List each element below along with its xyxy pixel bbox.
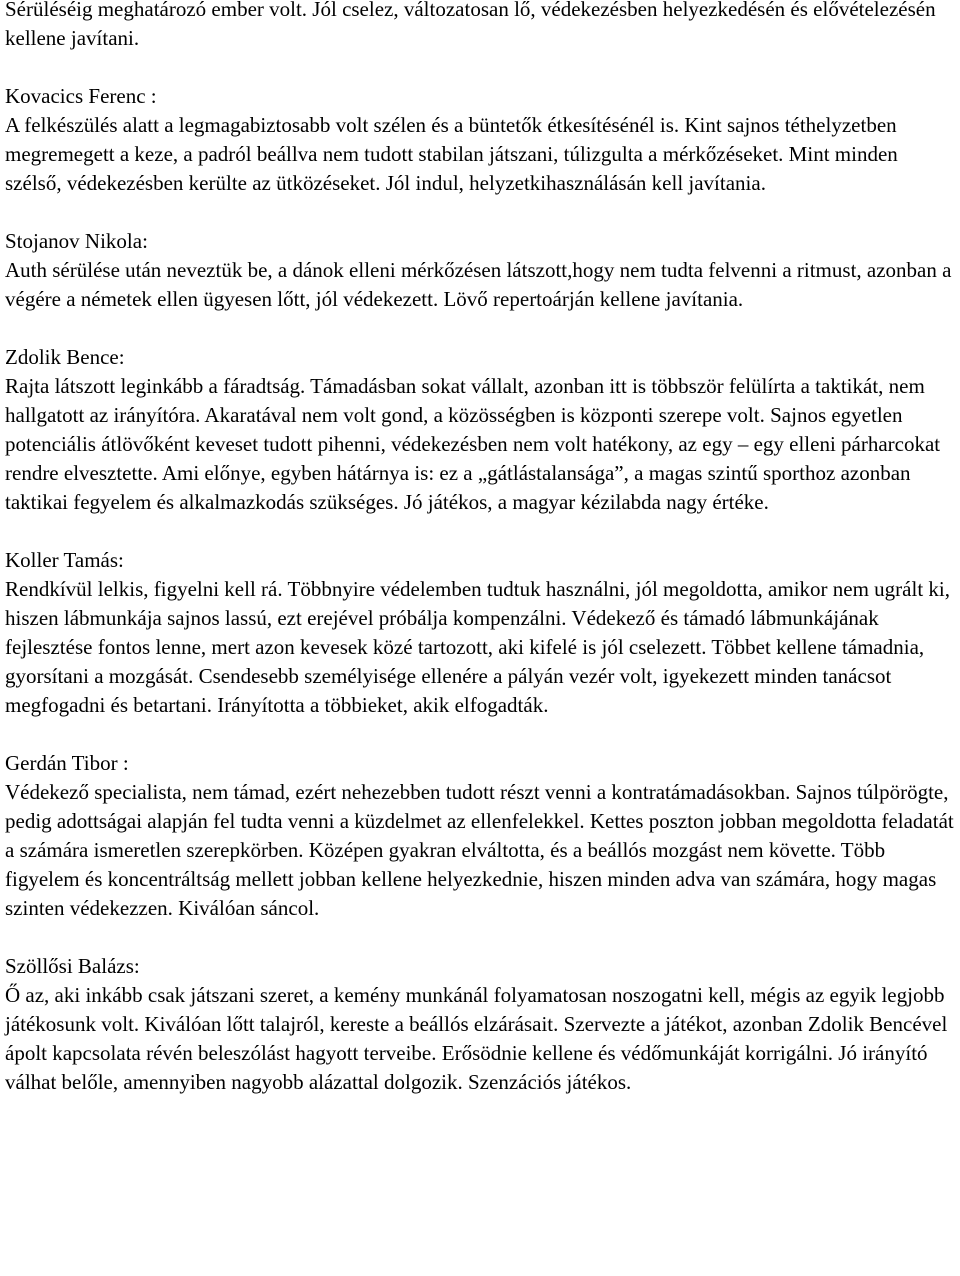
player-name: Szöllősi Balázs:: [5, 954, 140, 978]
intro-paragraph-block: [5, 0, 957, 53]
player-name: Stojanov Nikola:: [5, 229, 148, 253]
player-evaluation: Auth sérülése után neveztük be, a dánok elleni mérkőzésen látszott,hogy nem tudta felvenni a ritmust, azonban a végére a németek ellen ügyesen lőtt, jól védekezett. Lövő repertoárján kellene javítania.: [5, 258, 952, 311]
player-section-szollosi: [5, 952, 957, 1097]
player-evaluation: Rendkívül lelkis, figyelni kell rá. Többnyire védelemben tudtuk használni, jól megoldotta, amikor nem ugrált ki, hiszen lábmunkája sajnos lassú, ezt erejével próbálja kompenzálni. Védekező és támadó lábmunkájának fejlesztése fontos lenne, mert azon kevesek közé tartozott, aki kifelé is jól cselezett. Többet kellene támadnia, gyorsítani a mozgását. Csendesebb személyisége ellenére a pályán vezér volt, igyekezett minden tanácsot megfogadni és betartani. Irányította a többieket, akik elfogadták.: [5, 577, 950, 717]
player-evaluation: Rajta látszott leginkább a fáradtság. Támadásban sokat vállalt, azonban itt is többször felülírta a taktikát, nem hallgatott az irányítóra. Akaratával nem volt gond, a közösségben is központi szerepe volt. Sajnos egyetlen potenciális átlövőként keveset tudott pihenni, védekezésben nem volt hatékony, az egy – egy elleni párharcokat rendre elvesztette. Ami előnye, egyben hátárnya is: ez a „gátlástalansága”, a magas szintű sporthoz azonban taktikai fegyelem és alkalmazkodás szükséges. Jó játékos, a magyar kézilabda nagy értéke.: [5, 374, 941, 514]
player-evaluation: Ő az, aki inkább csak játszani szeret, a kemény munkánál folyamatosan noszogatni kell, mégis az egyik legjobb játékosunk volt. Kiválóan lőtt talajról, kereste a beállós elzárásait. Szervezte a játékot, azonban Zdolik Bencével ápolt kapcsolata révén beleszólást hagyott terveibe. Erősödnie kellene és védőmunkáját korrigálni. Jó irányító válhat belőle, amennyiben nagyobb alázattal dolgozik. Szenzációs játékos.: [5, 983, 948, 1094]
player-name: Zdolik Bence:: [5, 345, 125, 369]
player-section-kovacics: [5, 82, 957, 198]
player-name: Kovacics Ferenc :: [5, 84, 157, 108]
player-evaluation: A felkészülés alatt a legmagabiztosabb volt szélen és a büntetők étkesítésénél is. Kint sajnos téthelyzetben megremegett a keze, a padról beállva nem tudott stabilan játszani, túlizgulta a mérkőzéseket. Mint minden szélső, védekezésben kerülte az ütközéseket. Jól indul, helyzetkihasználásán kell javítania.: [5, 113, 898, 195]
document-page: [5, 0, 957, 1126]
player-section-stojanov: [5, 227, 957, 314]
player-section-zdolik: [5, 343, 957, 517]
player-evaluation: Védekező specialista, nem támad, ezért nehezebben tudott részt venni a kontratámadásokban. Sajnos túlpörögte, pedig adottságai alapján fel tudta venni a küzdelmet az ellenfelekkel. Kettes poszton jobban megoldotta feladatát a számára ismeretlen szerepkörben. Középen gyakran elváltotta, és a beállós mozgást nem követte. Több figyelem és koncentráltság mellett jobban kellene helyezkednie, hiszen minden adva van számára, hogy magas szinten védekezzen. Kiválóan sáncol.: [5, 780, 954, 920]
intro-paragraph: Sérüléséig meghatározó ember volt. Jól cselez, változatosan lő, védekezésben helyezkedésén és elővételezésén kellene javítani.: [5, 0, 936, 50]
player-name: Gerdán Tibor :: [5, 751, 129, 775]
player-name: Koller Tamás:: [5, 548, 124, 572]
player-section-koller: [5, 546, 957, 720]
player-section-gerdan: [5, 749, 957, 923]
